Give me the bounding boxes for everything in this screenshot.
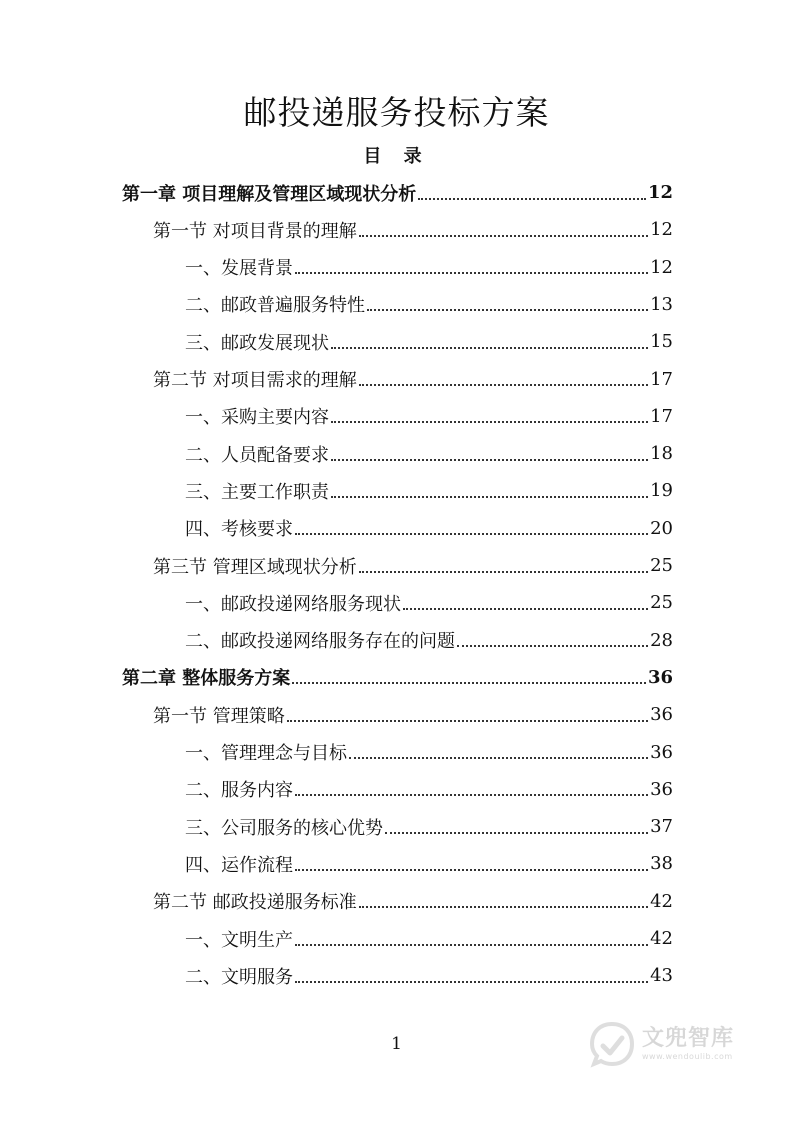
toc-dot-leader <box>295 794 648 796</box>
toc-entry-title: 二、邮政投递网络服务存在的问题 <box>185 631 455 653</box>
toc-entry-page: 25 <box>650 555 673 576</box>
toc-entry[interactable] <box>0 659 793 696</box>
toc-entry-page: 36 <box>647 666 673 688</box>
toc-entry-title: 二、人员配备要求 <box>185 444 329 466</box>
toc-dot-leader <box>295 533 648 535</box>
toc-entry[interactable] <box>0 249 793 286</box>
toc-entry-title: 四、考核要求 <box>185 519 293 541</box>
toc-dot-leader <box>331 421 648 423</box>
toc-entry-title: 第一节 对项目背景的理解 <box>153 220 357 242</box>
toc-dot-leader <box>331 496 648 498</box>
toc-entry[interactable] <box>0 398 793 435</box>
toc-entry-page: 38 <box>650 853 673 875</box>
toc-entry[interactable] <box>0 883 793 920</box>
toc-entry[interactable] <box>0 696 793 733</box>
toc-entry-page: 37 <box>650 816 673 838</box>
toc-entry-page: 13 <box>650 293 673 315</box>
toc-entry-title: 第二章 整体服务方案 <box>122 668 291 690</box>
toc-entry-page: 19 <box>650 480 673 502</box>
toc-entry-page: 43 <box>650 965 673 987</box>
toc-dot-leader <box>295 869 648 871</box>
toc-entry-page: 25 <box>650 592 673 614</box>
toc-entry[interactable] <box>0 920 793 957</box>
toc-entry-page: 36 <box>650 741 673 763</box>
toc-entry-page: 12 <box>647 182 673 203</box>
toc-entry[interactable] <box>0 435 793 472</box>
toc-entry[interactable] <box>0 510 793 547</box>
toc-dot-leader <box>359 571 648 573</box>
toc-dot-leader <box>295 981 648 983</box>
toc-dot-leader <box>331 347 648 349</box>
toc-entry[interactable] <box>0 734 793 771</box>
toc-dot-leader <box>292 682 646 684</box>
watermark <box>588 1016 758 1072</box>
toc-entry-title: 一、发展背景 <box>185 258 293 280</box>
toc-entry[interactable] <box>0 174 793 211</box>
toc-entry-page: 36 <box>650 778 673 800</box>
toc-entry-title: 三、邮政发展现状 <box>185 332 329 354</box>
toc-entry[interactable] <box>0 845 793 882</box>
toc-entry[interactable] <box>0 323 793 360</box>
toc-entry-page: 28 <box>650 629 673 651</box>
toc-entry-page: 36 <box>650 704 673 726</box>
toc-entry[interactable] <box>0 584 793 621</box>
toc-entry-title: 三、公司服务的核心优势 <box>185 817 383 839</box>
document-title: 邮投递服务投标方案 <box>243 93 550 132</box>
toc-entry-title: 第二节 邮政投递服务标准 <box>153 892 357 914</box>
toc-dot-leader <box>295 944 648 946</box>
toc-entry[interactable] <box>0 808 793 845</box>
toc-dot-leader <box>359 384 648 386</box>
toc-entry[interactable] <box>0 472 793 509</box>
wendou-logo-icon <box>588 1020 636 1068</box>
toc-entry-title: 第一节 管理策略 <box>153 705 285 727</box>
toc-entry[interactable] <box>0 771 793 808</box>
toc-dot-leader <box>367 309 648 311</box>
toc-entry[interactable] <box>0 286 793 323</box>
toc-entry-title: 第三节 管理区域现状分析 <box>153 556 357 578</box>
toc-dot-leader <box>457 645 648 647</box>
toc-entry-title: 二、服务内容 <box>185 780 293 802</box>
toc-dot-leader <box>331 459 648 461</box>
toc-entry-title: 二、邮政普遍服务特性 <box>185 295 365 317</box>
toc-dot-leader <box>359 235 648 237</box>
toc-entry-page: 42 <box>650 890 673 912</box>
page-number: 1 <box>391 1034 402 1054</box>
toc-dot-leader <box>418 198 646 200</box>
toc-entry-page: 20 <box>650 517 673 539</box>
toc-entry-title: 第一章 项目理解及管理区域现状分析 <box>122 183 417 205</box>
watermark-url: www.wendoulib.com <box>642 1052 733 1061</box>
toc-entry-title: 一、邮政投递网络服务现状 <box>185 593 401 615</box>
toc-entry-title: 一、管理理念与目标 <box>185 743 347 764</box>
toc-entry-title: 第二节 对项目需求的理解 <box>153 370 357 391</box>
toc-entry-title: 二、文明服务 <box>185 966 293 988</box>
toc-heading: 目 录 <box>363 146 430 167</box>
toc-dot-leader <box>287 720 648 722</box>
toc-entry[interactable] <box>0 622 793 659</box>
toc-entry-page: 42 <box>650 928 673 949</box>
toc-dot-leader <box>403 608 648 610</box>
toc-entry-title: 四、运作流程 <box>185 854 293 876</box>
toc-dot-leader <box>385 832 648 834</box>
toc-entry-title: 三、主要工作职责 <box>185 481 329 503</box>
toc-entry-title: 一、采购主要内容 <box>185 407 329 429</box>
toc-entry-page: 15 <box>650 331 673 353</box>
toc-entry[interactable] <box>0 361 793 398</box>
toc-dot-leader <box>349 757 648 759</box>
toc-entry-page: 17 <box>650 405 673 427</box>
toc-dot-leader <box>295 272 648 274</box>
toc-entry-page: 17 <box>650 368 673 390</box>
toc-entry-page: 18 <box>650 443 673 465</box>
toc-entry-title: 一、文明生产 <box>185 929 293 951</box>
toc-entry-page: 12 <box>650 256 673 278</box>
toc-entry[interactable] <box>0 547 793 584</box>
watermark-name: 文兜智库 <box>642 1026 735 1051</box>
toc-dot-leader <box>359 906 648 908</box>
toc-entry[interactable] <box>0 957 793 994</box>
toc-entry-page: 12 <box>650 219 673 241</box>
toc-entry[interactable] <box>0 211 793 248</box>
